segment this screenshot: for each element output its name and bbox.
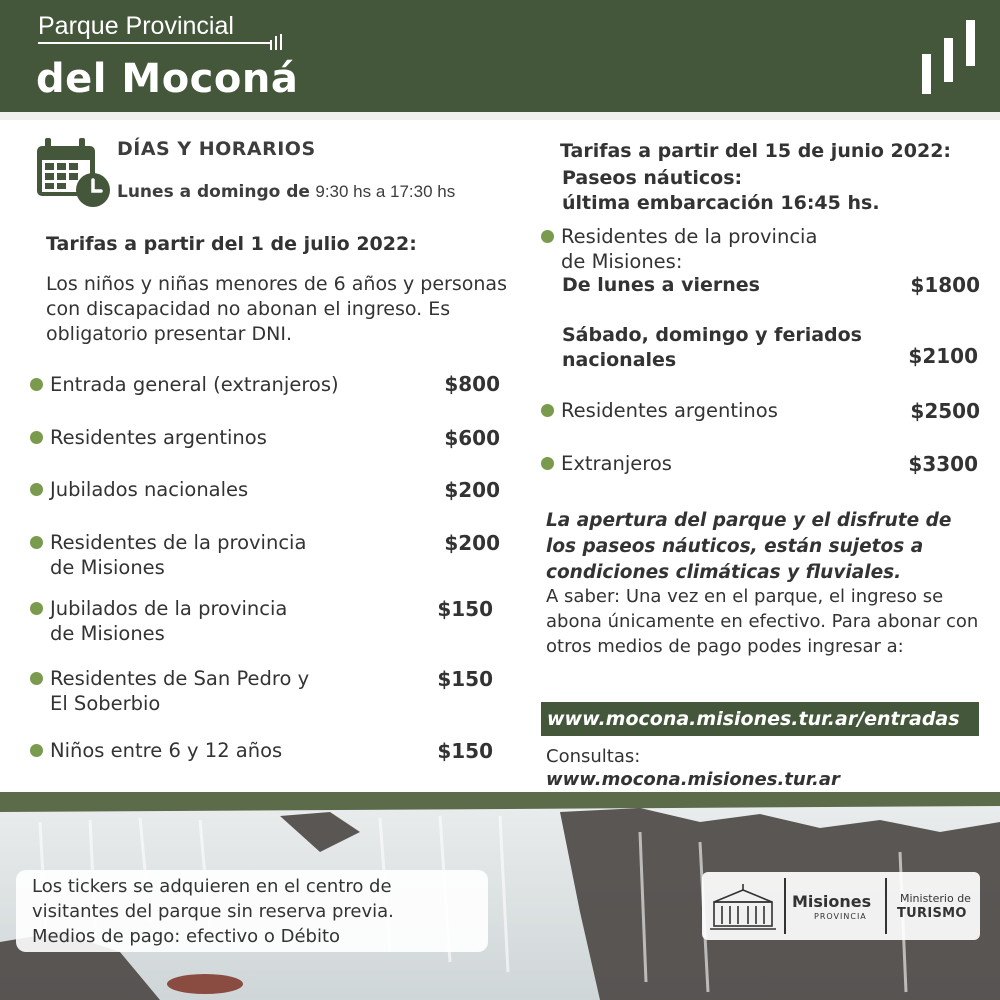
bullet-icon bbox=[30, 536, 43, 549]
logo-divider bbox=[885, 878, 887, 934]
header-banner bbox=[0, 0, 1000, 112]
tariff-label: Jubilados de la provincia bbox=[50, 597, 288, 620]
tariff-label: Niños entre 6 y 12 años bbox=[50, 739, 283, 762]
tariff-label: Residentes de la provincia bbox=[561, 225, 818, 248]
calendar-clock-icon bbox=[35, 136, 113, 210]
ticker-line3: Medios de pago: efectivo o Débito bbox=[32, 926, 341, 947]
brand-bars-icon bbox=[920, 20, 978, 94]
bullet-icon bbox=[30, 483, 43, 496]
tariff-price: $200 bbox=[444, 531, 500, 555]
logo-provincia: PROVINCIA bbox=[814, 912, 867, 921]
title-ticks-icon bbox=[268, 34, 284, 50]
schedule-hours bbox=[117, 182, 455, 202]
payment-note: A saber: Una vez en el parque, el ingreso se abona únicamente en efectivo. Para abonar con otros medios de pago podes ingresar a: bbox=[546, 586, 979, 657]
ticket-info-box bbox=[16, 870, 488, 952]
boat-tours-title: Paseos náuticos: bbox=[562, 167, 743, 189]
website-link[interactable]: www.mocona.misiones.tur.ar bbox=[546, 769, 840, 790]
boat-tours-info bbox=[562, 166, 880, 216]
tariff-price: $150 bbox=[437, 597, 493, 621]
tariff-price: $200 bbox=[444, 478, 500, 502]
ticker-line1: Los tickers se adquieren en el centro de bbox=[32, 876, 392, 897]
consultas-label: Consultas: bbox=[546, 746, 641, 767]
last-boarding: última embarcación 16:45 hs. bbox=[562, 192, 880, 214]
tariff-label: Residentes de la provincia bbox=[50, 531, 307, 554]
tariff-label-line2: de Misiones bbox=[50, 556, 165, 579]
tariff-label: Residentes de San Pedro y bbox=[50, 667, 310, 690]
tariff-price: $800 bbox=[444, 372, 500, 396]
tariff-price: $600 bbox=[444, 426, 500, 450]
bullet-icon bbox=[30, 602, 43, 615]
tariff-label-line2: El Soberbio bbox=[50, 692, 161, 715]
tariff-label: Extranjeros bbox=[561, 452, 672, 475]
right-tariffs-title: Tarifas a partir del 15 de junio 2022: bbox=[560, 140, 952, 162]
weather-disclaimer: La apertura del parque y el disfrute de los paseos náuticos, están sujetos a condiciones climáticas y fluviales. bbox=[546, 510, 952, 583]
title-underline bbox=[38, 42, 270, 44]
schedule-title: DÍAS Y HORARIOS bbox=[117, 138, 316, 160]
tariff-price: $150 bbox=[437, 667, 493, 691]
tariff-price: $150 bbox=[437, 739, 493, 763]
tariff-price: $3300 bbox=[908, 452, 978, 476]
weekend-label bbox=[562, 323, 862, 373]
header-separator bbox=[0, 112, 1000, 120]
bullet-icon bbox=[541, 404, 554, 417]
schedule-time: 9:30 hs a 17:30 hs bbox=[315, 182, 456, 201]
tariff-price: $2500 bbox=[910, 399, 980, 423]
logo-turismo: TURISMO bbox=[897, 906, 967, 921]
government-logo bbox=[702, 872, 980, 940]
bullet-icon bbox=[30, 378, 43, 391]
bullet-icon bbox=[30, 672, 43, 685]
ticker-line2: visitantes del parque sin reserva previa. bbox=[32, 901, 394, 922]
tariff-label-line2: de Misiones bbox=[50, 622, 165, 645]
tariff-label: Jubilados nacionales bbox=[50, 478, 249, 501]
tickets-link[interactable]: www.mocona.misiones.tur.ar/entradas bbox=[541, 702, 979, 736]
tariff-label-line2: de Misiones: bbox=[561, 250, 683, 273]
tariff-label: Residentes argentinos bbox=[50, 426, 267, 449]
bullet-icon bbox=[541, 457, 554, 470]
left-tariffs-title: Tarifas a partir del 1 de julio 2022: bbox=[46, 233, 417, 255]
tariff-price: $1800 bbox=[910, 273, 980, 297]
schedule-days: Lunes a domingo de bbox=[117, 182, 310, 202]
government-building-icon bbox=[710, 882, 776, 932]
weekdays-label: De lunes a viernes bbox=[562, 274, 760, 296]
logo-divider bbox=[784, 878, 786, 934]
bullet-icon bbox=[30, 744, 43, 757]
free-entry-note: Los niños y niñas menores de 6 años y personas con discapacidad no abonan el ingreso. Es obligatorio presentar DNI. bbox=[46, 273, 507, 345]
tariff-label: Entrada general (extranjeros) bbox=[50, 373, 339, 396]
logo-misiones: Misiones bbox=[792, 892, 872, 911]
tariff-label: Residentes argentinos bbox=[561, 399, 778, 422]
park-name-line2: del Moconá bbox=[36, 56, 299, 102]
weekend-label-line1: Sábado, domingo y feriados bbox=[562, 324, 862, 346]
bullet-icon bbox=[541, 230, 554, 243]
logo-ministerio: Ministerio de bbox=[900, 892, 971, 905]
bullet-icon bbox=[30, 431, 43, 444]
consultas-block bbox=[546, 745, 840, 791]
tariff-price: $2100 bbox=[908, 344, 978, 368]
weekend-label-line2: nacionales bbox=[562, 349, 677, 371]
park-name-line1: Parque Provincial bbox=[38, 12, 234, 40]
